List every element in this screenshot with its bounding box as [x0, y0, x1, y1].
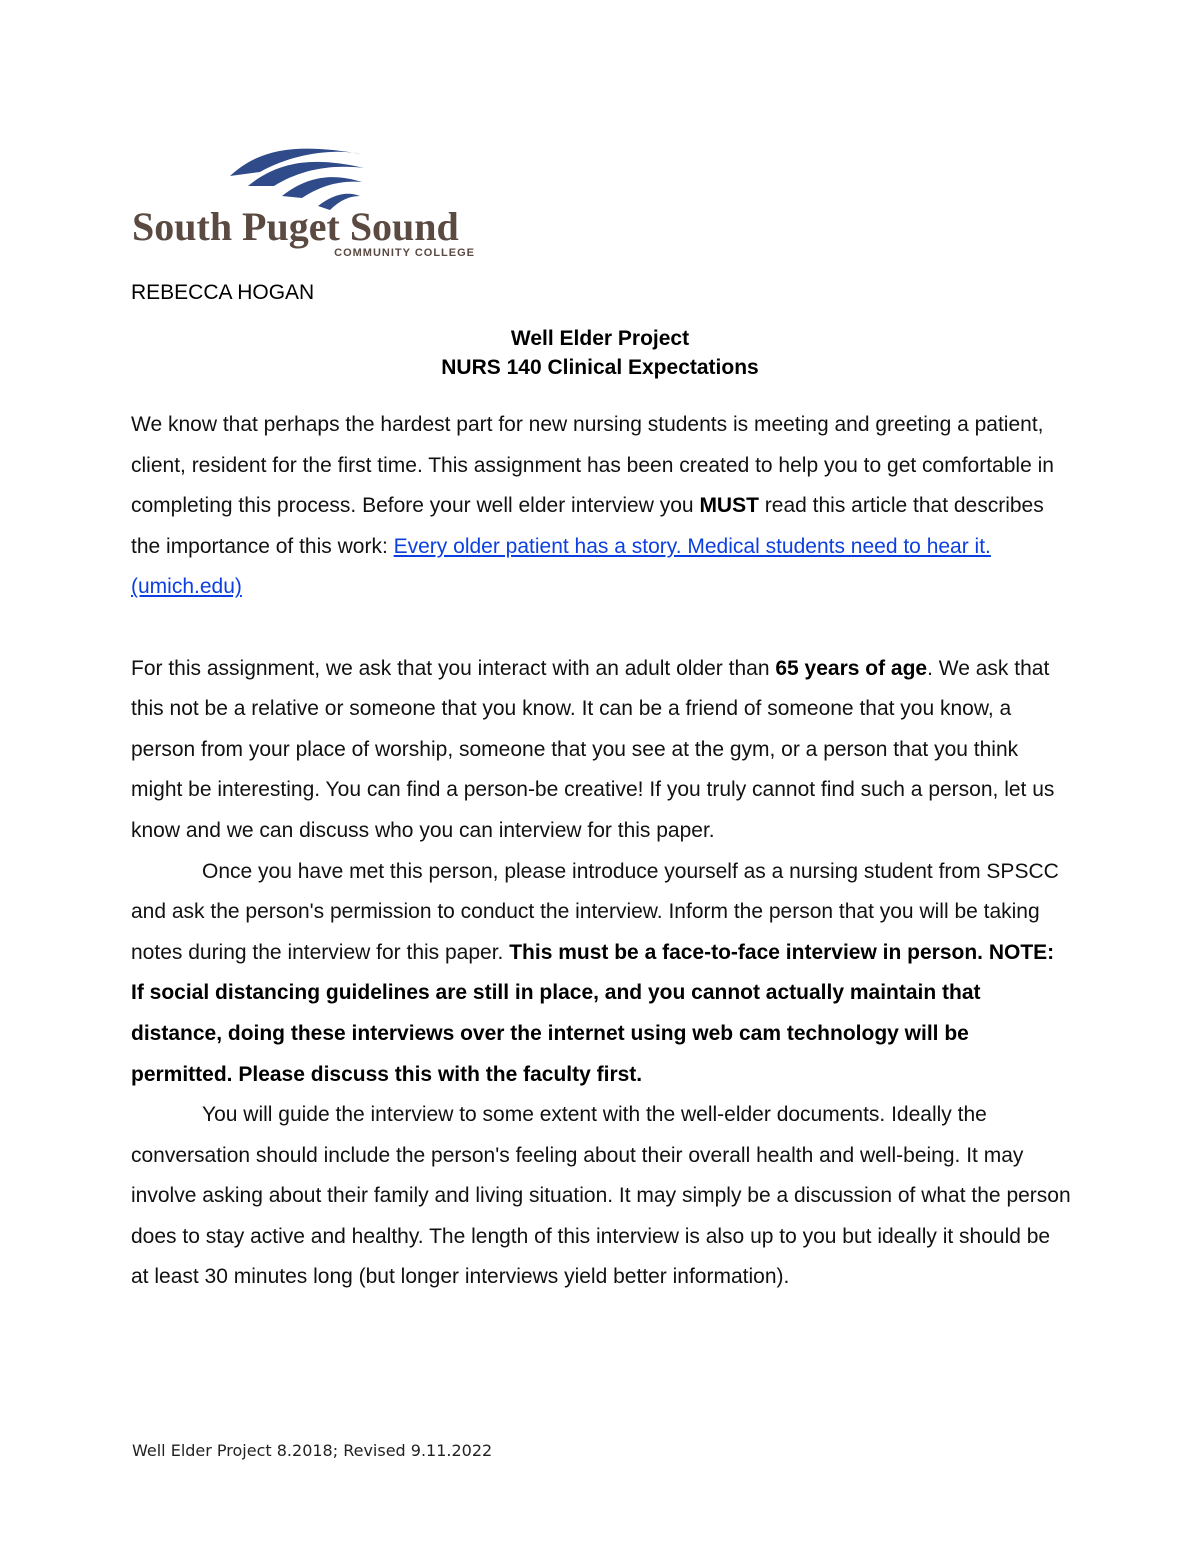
logo-subtitle: COMMUNITY COLLEGE: [334, 247, 475, 258]
emphasis-must: MUST: [699, 494, 759, 518]
paragraph-assignment: [131, 649, 1071, 852]
paragraph-intro: [131, 405, 1071, 608]
college-logo: [132, 140, 477, 258]
document-title: Well Elder Project: [510, 327, 690, 350]
logo-name: South Puget Sound: [132, 204, 459, 249]
document-body: [131, 405, 1071, 1298]
heading-block: [0, 324, 1200, 382]
paragraph-text: . We ask that this not be a relative or someone that you know. It can be a friend of someone that you know, a person from your place of worship, someone that you see at the gym, or a person that you think might be interesting. You can find a person-be creative! If you truly cannot find such a person, let us know and we can discuss who you can interview for this paper.: [131, 656, 1055, 842]
emphasis-age: 65 years of age: [775, 656, 928, 680]
article-link[interactable]: Every older patient has a story. Medical students need to hear it. (umich.edu): [131, 534, 991, 599]
paragraph-spacer: [131, 608, 1071, 649]
paragraph-text: For this assignment, we ask that you interact with an adult older than: [131, 656, 776, 680]
paragraph-text: We know that perhaps the hardest part for new nursing students is meeting and greeting a patient, client, resident for the first time. This assignment has been created to help you to get comfortable in completing this process. Before your well elder interview you: [131, 413, 1054, 518]
page-footer: Well Elder Project 8.2018; Revised 9.11.2022: [132, 1441, 493, 1460]
paragraph-introduction: [131, 852, 1071, 1096]
author-name: REBECCA HOGAN: [131, 281, 315, 304]
paragraph-text: read this article that describes the importance of this work:: [131, 494, 1044, 558]
waves-logo-icon: [132, 140, 477, 258]
document-subtitle: NURS 140 Clinical Expectations: [441, 356, 759, 379]
paragraph-text: You will guide the interview to some extent with the well-elder documents. Ideally the conversation should include the person's feeling about their overall health and well-being. It may involve asking about their family and living situation. It may simply be a discussion of what the person does to stay active and healthy. The length of this interview is also up to you but ideally it should be at least 30 minutes long (but longer interviews yield better information).: [131, 1103, 1071, 1289]
emphasis-face-to-face: This must be a face-to-face interview in person. NOTE: If social distancing guidelines are still in place, and you cannot actually maintain that distance, doing these interviews over the internet using web cam technology will be permitted. Please discuss this with the faculty first.: [131, 940, 1055, 1086]
paragraph-guide: [131, 1095, 1071, 1298]
paragraph-text: Once you have met this person, please introduce yourself as a nursing student from SPSCC and ask the person's permission to conduct the interview. Inform the person that you will be taking notes during the interview for this paper.: [131, 859, 1059, 964]
